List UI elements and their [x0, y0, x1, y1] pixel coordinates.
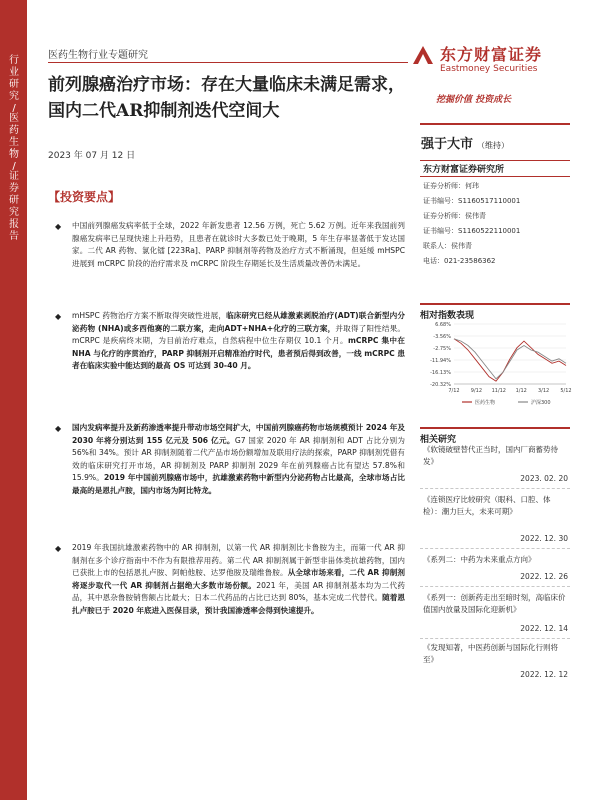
bullet-diamond-icon: ◆	[55, 544, 62, 553]
chart-y-tick-label: 6.68%	[435, 322, 451, 328]
related-item-date: 2023. 02. 20	[520, 474, 568, 483]
related-divider	[420, 586, 570, 587]
chart-legend-label: 沪深300	[531, 400, 551, 406]
report-date: 2023 年 07 月 12 日	[48, 151, 136, 161]
chart-y-tick-label: -2.75%	[433, 346, 451, 352]
highlight-text: mHSPC 药物治疗方案不断取得突破性进展，	[72, 311, 227, 320]
sidebar-separator: /	[12, 161, 16, 172]
chart-y-tick-label: -11.94%	[430, 358, 451, 364]
highlight-bold-text: 从全球市场来看，二代 AR 抑制剂将逐步取代一代 AR 抑制剂占据绝大多数市场份额。	[72, 568, 405, 590]
analyst-line: 证书编号：S1160522110001	[423, 227, 521, 235]
highlight-text: 中国前列腺癌发病率低于全球，2022 年新发患者 12.56 万例，死亡 5.62 万例。近年来我国前列腺癌发病率已呈现快速上升趋势，且患者在就诊时大多数已处于晚期，5 年生存率显著低于发达国家。二代 AR 药物、氯化镭 [223Ra]、PARP 抑制剂等药物及治疗方式不断涌现，但延缓 mHSPC 进展到 mCRPC 阶段的治疗需求及 mCRPC 阶段生存期延长及生活质量改善仍未满足。	[72, 221, 405, 268]
highlight-paragraph	[72, 310, 405, 373]
bullet-diamond-icon: ◆	[55, 312, 62, 321]
investment-highlights-heading: 【投资要点】	[48, 190, 121, 204]
report-type: 医药生物行业专题研究	[48, 50, 148, 61]
related-item-title[interactable]: 《系列一：创新药走出至暗时刻，高临床价值国内放量及国际化迎新机》	[423, 593, 566, 614]
rating-sub: （维持）	[477, 141, 510, 150]
related-item-date: 2022. 12. 30	[520, 534, 568, 543]
brand-name-cn: 东方财富证券	[440, 45, 543, 64]
analyst-line: 证书编号：S1160517110001	[423, 197, 521, 205]
analyst-line: 证券分析师：侯伟青	[423, 212, 486, 220]
chart-x-tick-label: 5/12	[560, 388, 572, 394]
chart-x-tick-label: 1/12	[515, 388, 527, 394]
sidebar-part-sector: 医药生物	[9, 113, 19, 160]
chart-x-tick-label: 7/12	[448, 388, 460, 394]
chart-x-tick-label: 11/12	[491, 388, 507, 394]
chart-legend-label: 医药生物	[475, 400, 496, 406]
highlight-text: 2019 年我国抗雄激素药物中的 AR 抑制剂，以第一代 AR 抑制剂比卡鲁胺为主，而第一代 AR 抑制剂在多个诊疗指南中不作为有限推荐用药。第二代 AR 抑制剂属于新型非甾体类抗雄药物，国内已获批上市的包括恩扎卢胺、阿帕他胺、达罗他胺及瑞维鲁胺。	[72, 543, 405, 577]
title-divider	[48, 62, 408, 63]
brand-logo-icon	[410, 42, 436, 68]
highlight-text: 2021 年，美国 AR 抑制剂基本均为二代药品，其中恩杂鲁胺销售额占比最大；日本二代药品的占比已达到 80%，基本完成二代替代。	[72, 580, 405, 602]
brand-slogan: 挖掘价值 投资成长	[436, 95, 512, 105]
related-item-title[interactable]: 《发现知著，中医药创新与国际化行则将至》	[423, 643, 558, 664]
highlight-paragraph	[72, 542, 405, 617]
highlight-text: 并取得了阳性结果。mCRPC 是疾病终末期，为目前治疗难点，自然病程中位生存期仅 10.1 个月。	[72, 323, 406, 345]
institute-name: 东方财富证券研究所	[423, 165, 505, 175]
related-item-title[interactable]: 《系列二：中药为未来重点方向》	[423, 555, 536, 564]
chart-x-tick-label: 3/12	[537, 388, 550, 394]
highlight-bold-text: 随着恩扎卢胺已于 2020 年底进入医保目录，预计我国渗透率会得到快速提升。	[72, 593, 406, 615]
brand-name-en: Eastmoney Securities	[440, 64, 538, 74]
sidebar-part-report: 证券研究报告	[9, 171, 19, 242]
related-item-title[interactable]: 《软镜破壁替代正当时，国内厂商蓄势待发》	[423, 445, 558, 466]
related-item-date: 2022. 12. 12	[520, 670, 568, 679]
chart-y-tick-label: -3.56%	[433, 334, 451, 340]
bullet-diamond-icon: ◆	[55, 222, 62, 231]
chart-y-tick-label: -20.32%	[430, 382, 451, 388]
related-item-date: 2022. 12. 14	[520, 624, 568, 633]
rating-label: 强于大市	[421, 137, 474, 152]
highlight-bold-text: 国内发病率提升及新药渗透率提升带动市场空间扩大，中国前列腺癌药物市场规模预计 2024 年及 2030 年将分别达到 155 亿元及 506 亿元。	[72, 423, 405, 445]
highlight-text: G7 国家 2020 年 AR 抑制剂和 ADT 占比分别为 56%和 34%。预计 AR 抑制剂随着二代产品市场份额增加及联用疗法的探索，PARP 抑制剂凭借有效的临床研究打开市场，AR 抑制剂及 PARP 抑制剂 2029 年在前列腺癌占比有望达 57.8%和 15.9%。	[72, 435, 405, 482]
highlight-bold-text: 临床研究已经从雄激素剥脱治疗(ADT)联合新型内分泌药物 (NHA)或多西他赛的二联方案，走向ADT+NHA+化疗的三联方案，	[72, 311, 405, 333]
relative-index-heading: 相对指数表现	[420, 303, 570, 321]
relative-index-chart	[420, 318, 572, 408]
related-research-heading: 相关研究	[420, 427, 570, 445]
analyst-line: 联系人：侯伟青	[423, 242, 472, 250]
chart-y-tick-label: -16.13%	[430, 370, 451, 376]
related-divider	[420, 548, 570, 549]
highlight-paragraph	[72, 422, 405, 497]
related-item-title[interactable]: 《连锁医疗比较研究（眼科、口腔、体检）：潮力巨大，未来可期》	[423, 495, 551, 516]
analyst-line: 证券分析师：何玮	[423, 182, 479, 190]
chart-x-tick-label: 9/12	[470, 388, 483, 394]
related-item-date: 2022. 12. 26	[520, 572, 568, 581]
highlight-bold-text: mCRPC 集中在 NHA 与化疗的序贯治疗，PARP 抑制剂开启精准治疗时代，患者预后得到改善，一线 mCRPC 患者在临床实验中能达到的最高 OS 可达到 30-40 月。	[72, 336, 405, 370]
highlight-bold-text: 2019 年中国前列腺癌市场中，抗雄激素药物中新型内分泌药物占比最高，全球市场占比最高的是恩扎卢胺，国内市场为阿比特龙。	[72, 473, 405, 495]
bullet-diamond-icon: ◆	[55, 424, 62, 433]
rating-block	[421, 133, 509, 152]
report-title: 前列腺癌治疗市场：存在大量临床未满足需求，国内二代AR抑制剂迭代空间大	[48, 75, 405, 121]
left-category-band	[0, 0, 27, 800]
analyst-line: 电话：021-23586362	[423, 257, 496, 265]
rating-divider	[420, 123, 570, 125]
sidebar-category-text	[6, 55, 22, 243]
sidebar-part-industry: 行业研究	[9, 55, 19, 102]
highlight-paragraph	[72, 220, 405, 270]
sidebar-separator: /	[12, 103, 16, 114]
related-divider	[420, 488, 570, 489]
related-divider	[420, 638, 570, 639]
